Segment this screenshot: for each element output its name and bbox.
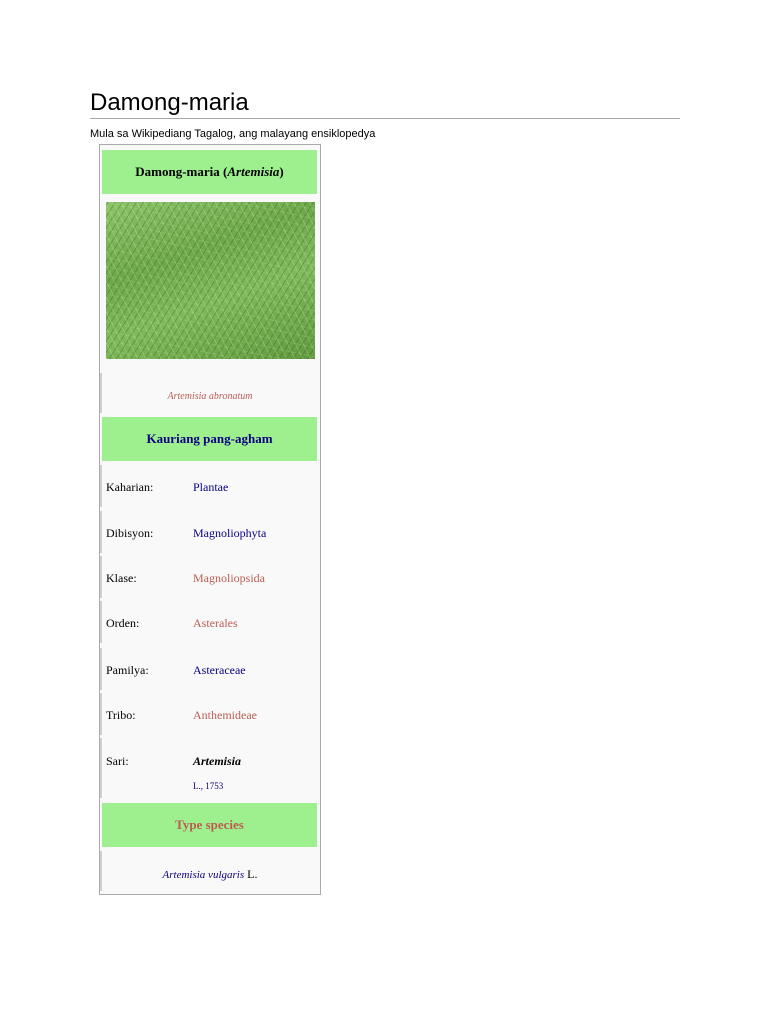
taxo-row-class — [100, 571, 320, 591]
taxo-row-tribe — [100, 708, 320, 728]
genus-authority-link[interactable]: L., 1753 — [193, 781, 224, 791]
taxo-value-link[interactable]: Asterales — [193, 616, 238, 630]
taxobox-title-close: ) — [279, 164, 284, 179]
taxo-row-label: Dibisyon: — [106, 526, 154, 540]
taxo-value-link[interactable]: Asteraceae — [193, 663, 246, 677]
artemisia-photo[interactable] — [106, 202, 315, 359]
taxo-row-order — [100, 616, 320, 636]
taxo-row-label: Sari: — [106, 754, 129, 768]
taxo-row-label: Kaharian: — [106, 480, 154, 494]
type-species-link[interactable]: Artemisia vulgaris — [162, 869, 245, 881]
type-species — [100, 867, 320, 882]
taxo-row-kingdom — [100, 480, 320, 500]
type-species-header[interactable]: Type species — [102, 803, 317, 847]
taxo-row-label: Tribo: — [106, 708, 136, 722]
taxobox-title — [102, 150, 317, 194]
type-species-author: L. — [244, 867, 258, 881]
taxo-value-link[interactable]: Anthemideae — [193, 708, 257, 722]
taxobox-title-common: Damong-maria ( — [135, 164, 228, 179]
taxobox-title-genus: Artemisia — [227, 164, 280, 179]
taxo-row-label: Pamilya: — [106, 663, 149, 677]
taxo-value-link[interactable]: Magnoliopsida — [193, 571, 265, 585]
genus-name: Artemisia — [193, 754, 242, 768]
taxo-row-label: Orden: — [106, 616, 140, 630]
taxobox — [99, 144, 321, 895]
taxonomy-header[interactable]: Kauriang pang-agham — [102, 417, 317, 461]
page-subtitle: Mula sa Wikipediang Tagalog, ang malayang ensiklopedya — [90, 128, 376, 140]
taxo-row-division — [100, 526, 320, 546]
taxo-row-family — [100, 663, 320, 683]
taxo-value-link[interactable]: Plantae — [193, 480, 229, 494]
taxo-row-genus — [100, 754, 320, 774]
taxo-row-label: Klase: — [106, 571, 137, 585]
image-caption[interactable]: Artemisia abronatum — [167, 391, 253, 402]
taxo-value-link[interactable]: Magnoliophyta — [193, 526, 267, 540]
page-title: Damong-maria — [90, 88, 680, 119]
